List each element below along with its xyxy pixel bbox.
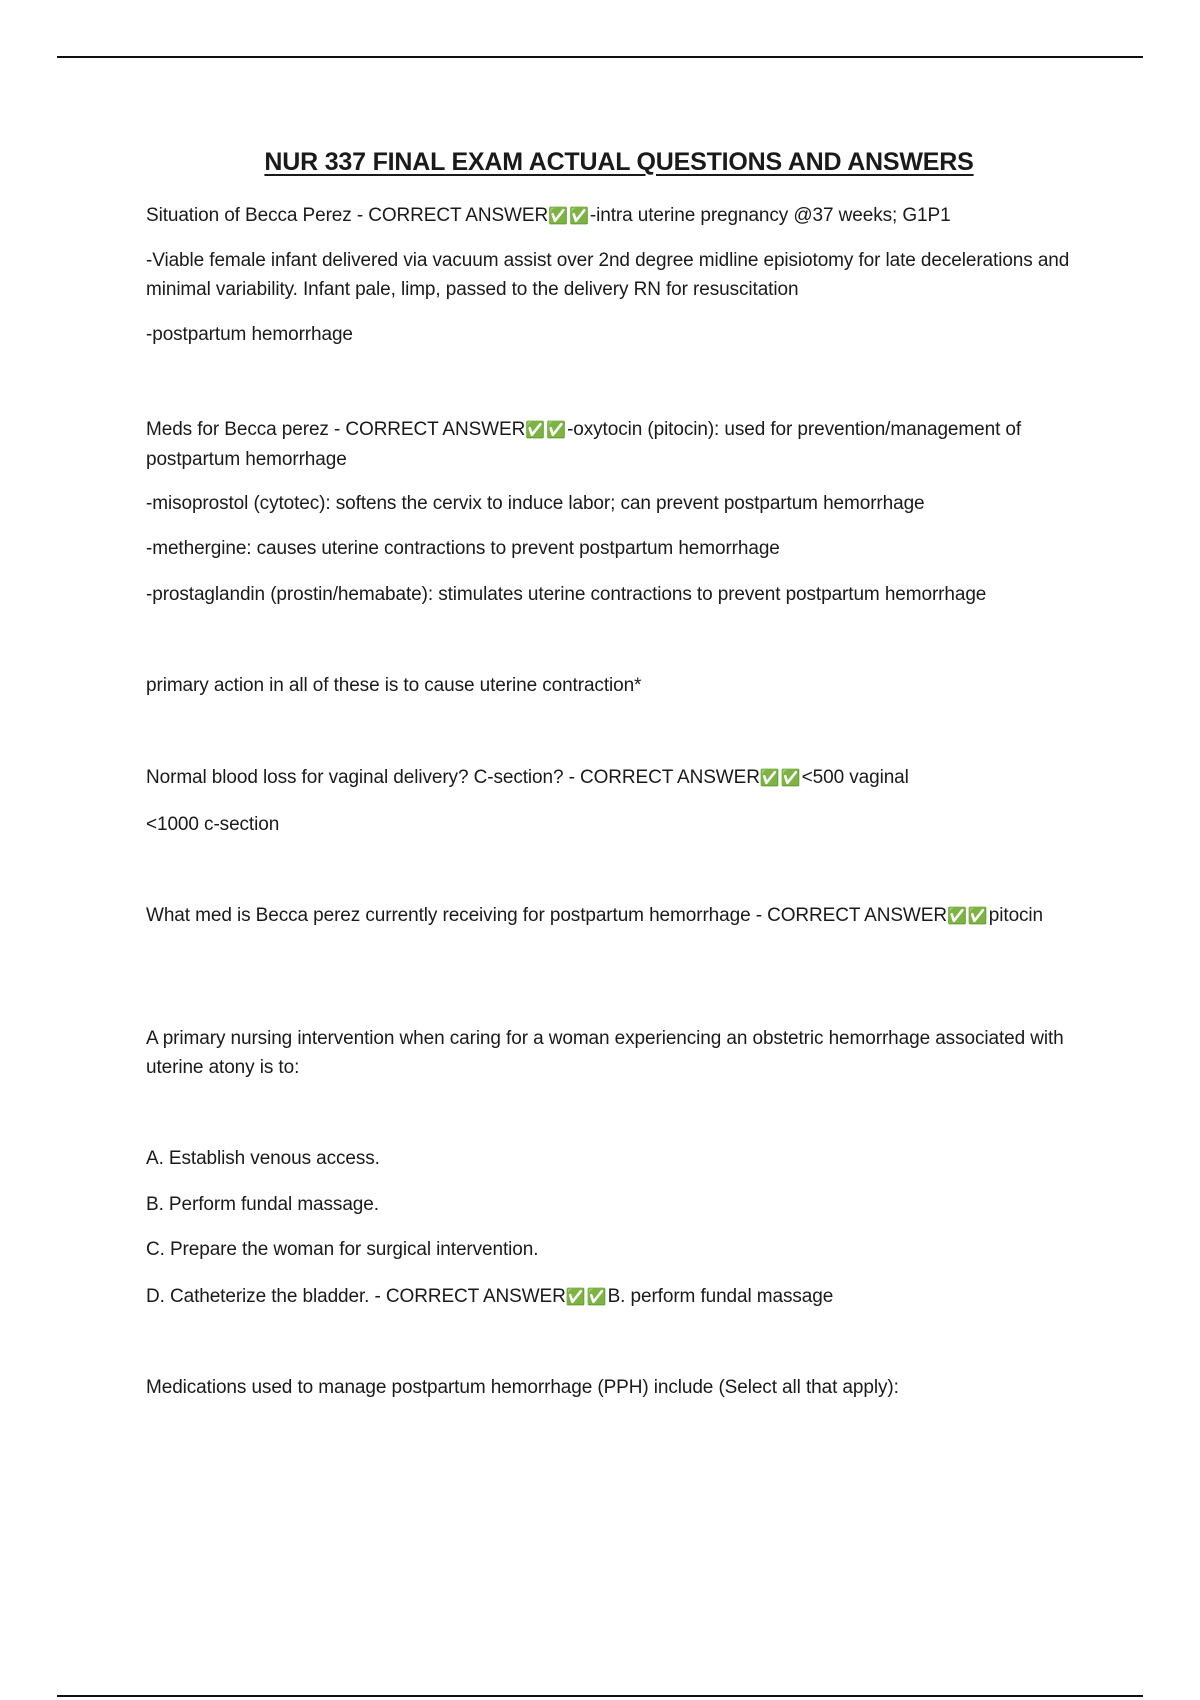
bottom-rule	[57, 1695, 1143, 1697]
q5-option-d: D. Catheterize the bladder. - CORRECT ANSWER	[146, 1286, 566, 1307]
checkmark-icon: ✅✅	[565, 1289, 608, 1306]
q2-detail-line-3: -prostaglandin (prostin/hemabate): stimulates uterine contractions to prevent postpartum hemorrhage	[146, 584, 987, 605]
q1-question-line	[146, 201, 1086, 231]
q5-option-b: B. Perform fundal massage.	[146, 1194, 379, 1215]
q2-detail-line-2: -methergine: causes uterine contractions to prevent postpartum hemorrhage	[146, 538, 780, 559]
q4-question-line	[146, 901, 1086, 931]
q2-answer: -oxytocin (pitocin): used for prevention/management of postpartum hemorrhage	[146, 419, 1022, 470]
q3-detail-line: <1000 c-section	[146, 814, 280, 835]
q2-note: primary action in all of these is to cause uterine contraction*	[146, 675, 642, 696]
q5-option-d-line	[146, 1282, 1086, 1312]
q5-answer: B. perform fundal massage	[607, 1286, 834, 1307]
q5-option-c: C. Prepare the woman for surgical intervention.	[146, 1239, 539, 1260]
q5-question: A primary nursing intervention when caring for a woman experiencing an obstetric hemorrhage associated with uterine atony is to:	[146, 1028, 1064, 1078]
q2-detail-line: -misoprostol (cytotec): softens the cervix to induce labor; can prevent postpartum hemorrhage	[146, 493, 925, 514]
checkmark-icon: ✅✅	[759, 770, 802, 787]
q5-option-a: A. Establish venous access.	[146, 1148, 380, 1169]
q2-question-line	[146, 415, 1086, 474]
q1-answer: -intra uterine pregnancy @37 weeks; G1P1	[589, 205, 951, 226]
q1-detail-line-2: -postpartum hemorrhage	[146, 324, 353, 345]
q3-question-line	[146, 763, 1086, 793]
q1-question: Situation of Becca Perez - CORRECT ANSWER	[146, 205, 549, 226]
top-rule	[57, 56, 1143, 58]
q6-question: Medications used to manage postpartum hemorrhage (PPH) include (Select all that apply):	[146, 1377, 899, 1398]
page-title: NUR 337 FINAL EXAM ACTUAL QUESTIONS AND ANSWERS	[264, 148, 974, 176]
q3-answer: <500 vaginal	[801, 767, 909, 788]
q4-question: What med is Becca perez currently receiving for postpartum hemorrhage - CORRECT ANSWER	[146, 905, 947, 926]
q1-detail-line: -Viable female infant delivered via vacuum assist over 2nd degree midline episiotomy for late decelerations and minimal variability. Infant pale, limp, passed to the delivery RN for resuscitation	[146, 250, 1070, 300]
checkmark-icon: ✅✅	[946, 908, 989, 925]
checkmark-icon: ✅✅	[548, 208, 590, 225]
q3-question: Normal blood loss for vaginal delivery? C-section? - CORRECT ANSWER	[146, 767, 760, 788]
checkmark-icon: ✅✅	[525, 422, 568, 439]
q4-answer: pitocin	[988, 905, 1044, 926]
q2-question: Meds for Becca perez - CORRECT ANSWER	[146, 419, 526, 440]
